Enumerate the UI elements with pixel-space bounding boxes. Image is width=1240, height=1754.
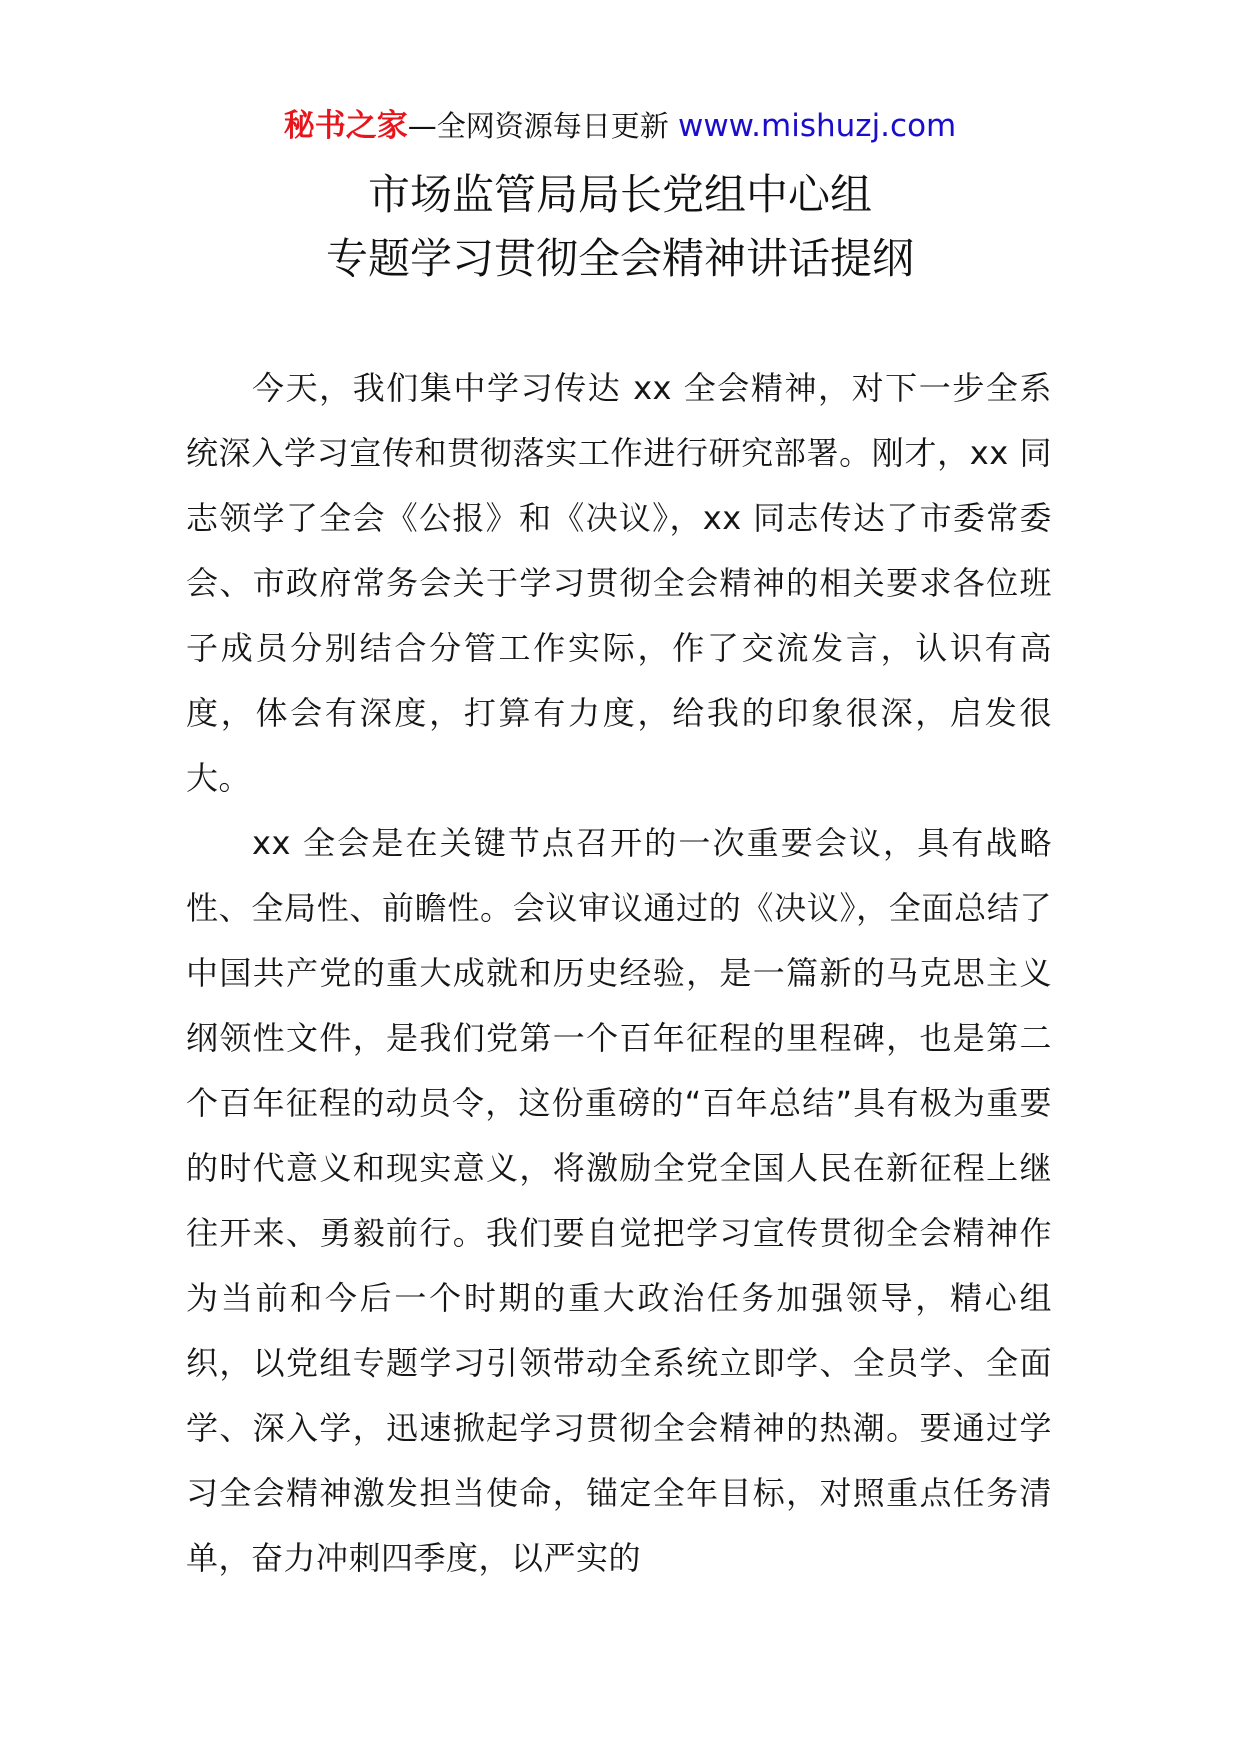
paragraph: 今天，我们集中学习传达 xx 全会精神，对下一步全系统深入学习宣传和贯彻落实工作进行研究部署。刚才，xx 同志领学了全会《公报》和《决议》，xx 同志传达了市委常委会、市政府常务会关于学习贯彻全会精神的相关要求各位班子成员分别结合分管工作实际，作了交流发言，认识有高度，体会有深度，打算有力度，给我的印象很深，启发很大。 bbox=[186, 369, 1052, 797]
site-url-link[interactable]: www.mishuzj.com bbox=[677, 108, 957, 144]
document-title-line1: 市场监管局局长党组中心组 bbox=[367, 170, 872, 219]
paragraph: xx 全会是在关键节点召开的一次重要会议，具有战略性、全局性、前瞻性。会议审议通过的《决议》，全面总结了中国共产党的重大成就和历史经验，是一篇新的马克思主义纲领性文件，是我们党第一个百年征程的里程碑，也是第二个百年征程的动员令，这份重磅的“百年总结”具有极为重要的时代意义和现实意义，将激励全党全国人民在新征程上继往开来、勇毅前行。我们要自觉把学习宣传贯彻全会精神作为当前和今后一个时期的重大政治任务加强领导，精心组织，以党组专题学习引领带动全系统立即学、全员学、全面学、深入学，迅速掀起学习贯彻全会精神的热潮。要通过学习全会精神激发担当使命，锚定全年目标，对照重点任务清单，奋力冲刺四季度，以严实的 bbox=[186, 824, 1052, 1577]
document-body bbox=[186, 356, 1052, 1591]
banner-slogan: —全网资源每日更新 bbox=[407, 109, 678, 143]
site-banner bbox=[0, 104, 1240, 148]
brand-name: 秘书之家 bbox=[283, 108, 408, 144]
document-title-line2: 专题学习贯彻全会精神讲话提纲 bbox=[325, 234, 914, 283]
